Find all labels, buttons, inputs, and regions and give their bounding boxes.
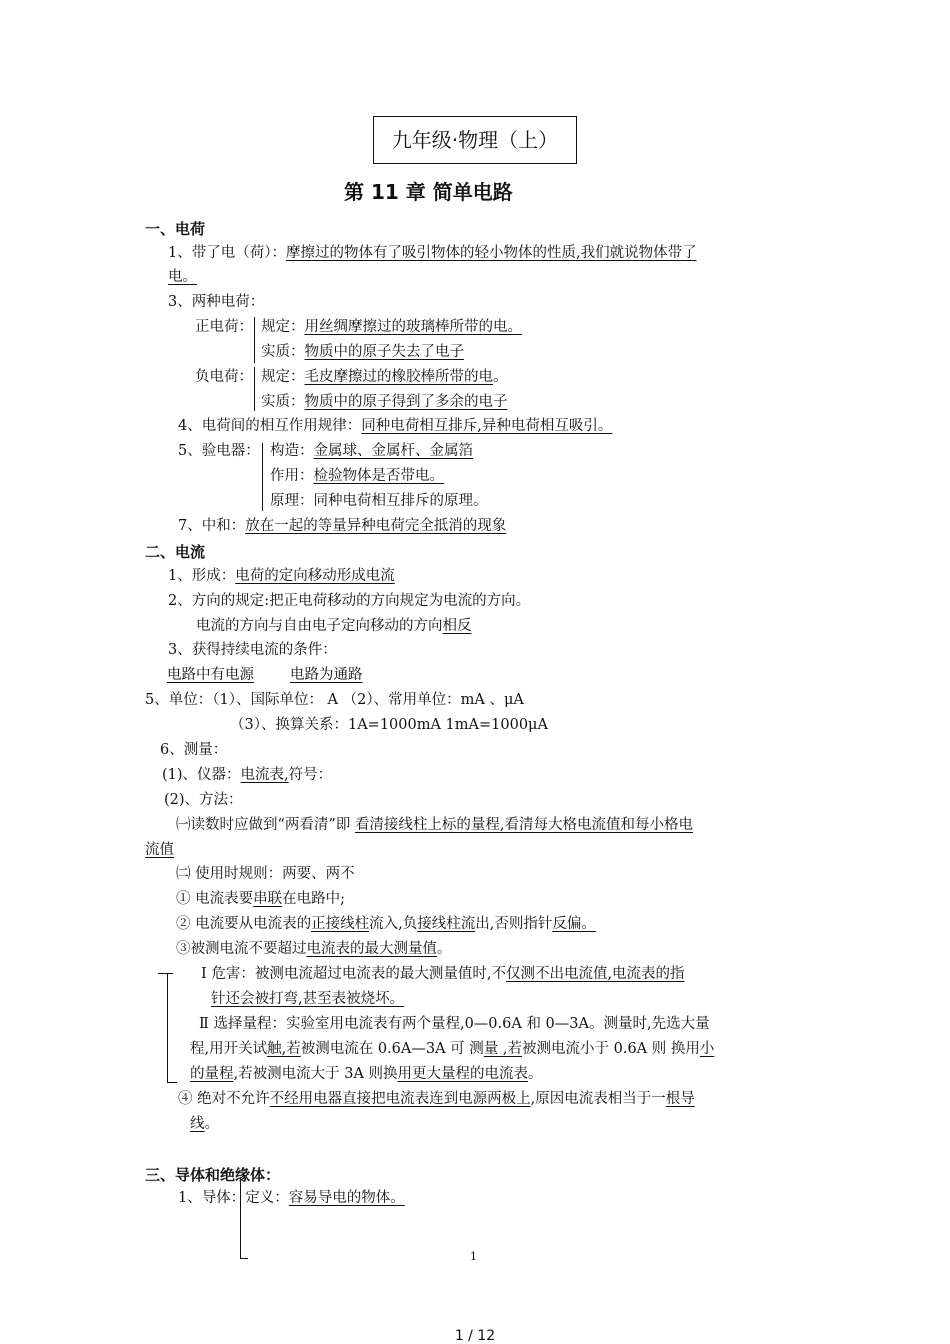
text: 电流表, — [240, 767, 289, 783]
conditions-list — [167, 665, 363, 685]
range-selection-cont — [190, 1039, 714, 1059]
text: 接线柱流 — [417, 916, 476, 932]
text: 根导 — [665, 1091, 695, 1107]
text: 电路中有电源 — [167, 667, 254, 683]
text: (1)、仪器： — [162, 767, 241, 783]
bracket-line — [167, 973, 168, 1083]
units-line: 5、单位：（1）、国际单位： A （2）、常用单位：mA 、μA — [145, 692, 524, 708]
text: 。 — [528, 1066, 543, 1082]
text: 物质中的原子失去了电子 — [304, 344, 464, 360]
two-charges-heading: 3、两种电荷： — [168, 294, 265, 310]
bracket-line — [167, 1082, 177, 1083]
rule-max-value — [176, 939, 452, 959]
charged-definition-cont — [168, 267, 197, 287]
text: 。 — [204, 1116, 219, 1132]
instrument-line — [162, 765, 332, 785]
text: 1、导体：定义： — [178, 1190, 289, 1206]
text: 容易导电的物体。 — [288, 1190, 405, 1206]
rule-terminals — [176, 914, 596, 934]
range-selection: Ⅱ 选择量程：实验室用电流表有两个量程,0—0.6A 和 0—3A。测量时,先选大量 — [199, 1016, 710, 1032]
text: 正接线柱 — [311, 916, 370, 932]
text: 仅测不出电流值,电流表的指 — [505, 966, 685, 982]
reading-rule-cont — [145, 840, 174, 860]
text: ④ 绝对不允许 — [178, 1091, 270, 1107]
text: ② 电流要从电流表的 — [176, 916, 312, 932]
page-number: 1 — [470, 1250, 477, 1263]
section-heading-charge: 一、电荷 — [145, 220, 206, 238]
text: ㈠读数时应做到“两看清”即 — [176, 817, 355, 833]
text: 流值 — [145, 842, 174, 858]
text: 程,用开关试 — [190, 1041, 268, 1057]
text: 摩擦过的物体有了吸引物体的轻小物体的性质,我们就说物体带了 — [285, 245, 697, 261]
text: 量 ,若 — [483, 1041, 522, 1057]
text: 1、形成： — [168, 568, 236, 584]
text: 看清接线柱上标的量程,看清每大格电流值和每小格电 — [354, 817, 694, 833]
text: 被测电流在 0.6A—3A 可 测 — [300, 1041, 484, 1057]
chapter-title: 第 11 章 简单电路 — [344, 180, 513, 204]
usage-rules-heading: ㈡ 使用时规则：两要、两不 — [176, 866, 355, 882]
text: 放在一起的等量异种电荷完全抵消的现象 — [245, 518, 507, 534]
text: ③被测电流不要超过 — [176, 941, 307, 957]
bracket-line — [254, 367, 255, 411]
electroscope-use — [270, 466, 444, 486]
text: 规定： — [261, 369, 305, 385]
negative-charge-label: 负电荷： — [195, 369, 253, 385]
text: 电。 — [168, 269, 197, 285]
text: 同种电荷相互排斥,异种电荷相互吸引。 — [361, 418, 613, 434]
neutralization — [178, 516, 506, 536]
text: 在电路中; — [282, 891, 345, 907]
rule-series — [176, 889, 345, 909]
text: 不经用电器直接把电流表连到电源两极上 — [269, 1091, 531, 1107]
bracket-line — [262, 443, 263, 511]
rule-no-direct-connection-cont — [190, 1114, 219, 1134]
text: Ⅰ 危害：被测电流超过电流表的最大测量值时,不 — [201, 966, 506, 982]
text: 1、带了电（荷）： — [168, 245, 286, 261]
charged-definition — [168, 243, 697, 263]
current-direction-rule: 2、方向的规定:把正电荷移动的方向规定为电流的方向。 — [168, 593, 531, 609]
text: 电荷的定向移动形成电流 — [235, 568, 395, 584]
document-title: 九年级·物理（上） — [373, 116, 577, 164]
text: 符号： — [288, 767, 333, 783]
text: 流入,负 — [369, 916, 418, 932]
text: 构造： — [270, 443, 314, 459]
bracket-line — [254, 317, 255, 363]
text: 实质： — [261, 344, 305, 360]
text: ,若被测电流大于 3A 则换 — [233, 1066, 398, 1082]
text: 原理： — [270, 493, 314, 509]
negative-essence — [261, 392, 508, 412]
hazard-line — [201, 964, 685, 984]
continuous-current-conditions: 3、获得持续电流的条件： — [168, 642, 337, 658]
range-selection-end — [190, 1064, 543, 1084]
bracket-line — [240, 1258, 248, 1259]
text: 相反 — [442, 618, 472, 634]
text: 电路为通路 — [290, 667, 363, 683]
hazard-line-cont — [211, 989, 404, 1009]
text: 被测电流小于 0.6A 则 换用 — [522, 1041, 700, 1057]
section-heading-conductors: 三、导体和绝缘体： — [145, 1166, 281, 1184]
text: 电流的方向与自由电子定向移动的方向 — [196, 618, 443, 634]
measurement-heading: 6、测量： — [160, 742, 228, 758]
text: 。 — [493, 369, 508, 385]
text: 实质： — [261, 394, 305, 410]
text: ① 电流表要 — [176, 891, 254, 907]
text — [254, 667, 284, 683]
text: 小 — [699, 1041, 715, 1057]
bracket-line — [158, 973, 173, 974]
text: 毛皮摩擦过的橡胶棒所带的电 — [304, 369, 493, 385]
current-formation — [168, 566, 395, 586]
text: 反偏。 — [552, 916, 596, 932]
page-indicator: 1 / 12 — [454, 1328, 496, 1344]
positive-essence — [261, 342, 464, 362]
text: ,原因电流表相当于一 — [530, 1091, 666, 1107]
method-heading: (2)、方法： — [164, 792, 243, 808]
negative-definition — [261, 367, 508, 387]
text: 用更大量程的电流表 — [397, 1066, 529, 1082]
electroscope-principle — [270, 491, 488, 511]
text: 规定： — [261, 319, 305, 335]
text: 。 — [437, 941, 452, 957]
interaction-law — [178, 416, 612, 436]
section-heading-current: 二、电流 — [145, 543, 206, 561]
electroscope-structure — [270, 441, 473, 461]
current-direction-electrons — [196, 616, 472, 636]
text: 线 — [190, 1116, 205, 1132]
electroscope-label: 5、验电器： — [178, 443, 260, 459]
unit-conversion: （3）、换算关系：1A=1000mA 1mA=1000μA — [230, 717, 548, 733]
text: 串联 — [253, 891, 283, 907]
text: 金属球、金属杆、金属箔 — [313, 443, 473, 459]
text: 7、中和： — [178, 518, 246, 534]
text: 作用： — [270, 468, 314, 484]
text: 针还会被打弯,甚至表被烧坏。 — [211, 991, 405, 1007]
text: 4、电荷间的相互作用规律： — [178, 418, 362, 434]
text: 物质中的原子得到了多余的电子 — [304, 394, 508, 410]
text: 同种电荷相互排斥的原理。 — [313, 493, 488, 509]
positive-definition — [261, 317, 522, 337]
text: 检验物体是否带电。 — [313, 468, 444, 484]
text: 电流表的最大测量值 — [306, 941, 437, 957]
text: 的量程 — [190, 1066, 234, 1082]
rule-no-direct-connection — [178, 1089, 695, 1109]
text: 触,若 — [267, 1041, 301, 1057]
positive-charge-label: 正电荷： — [195, 319, 253, 335]
text: 用丝绸摩擦过的玻璃棒所带的电。 — [304, 319, 522, 335]
text: 出,否则指针 — [475, 916, 553, 932]
reading-rule — [176, 815, 693, 835]
conductor-definition — [178, 1188, 405, 1208]
